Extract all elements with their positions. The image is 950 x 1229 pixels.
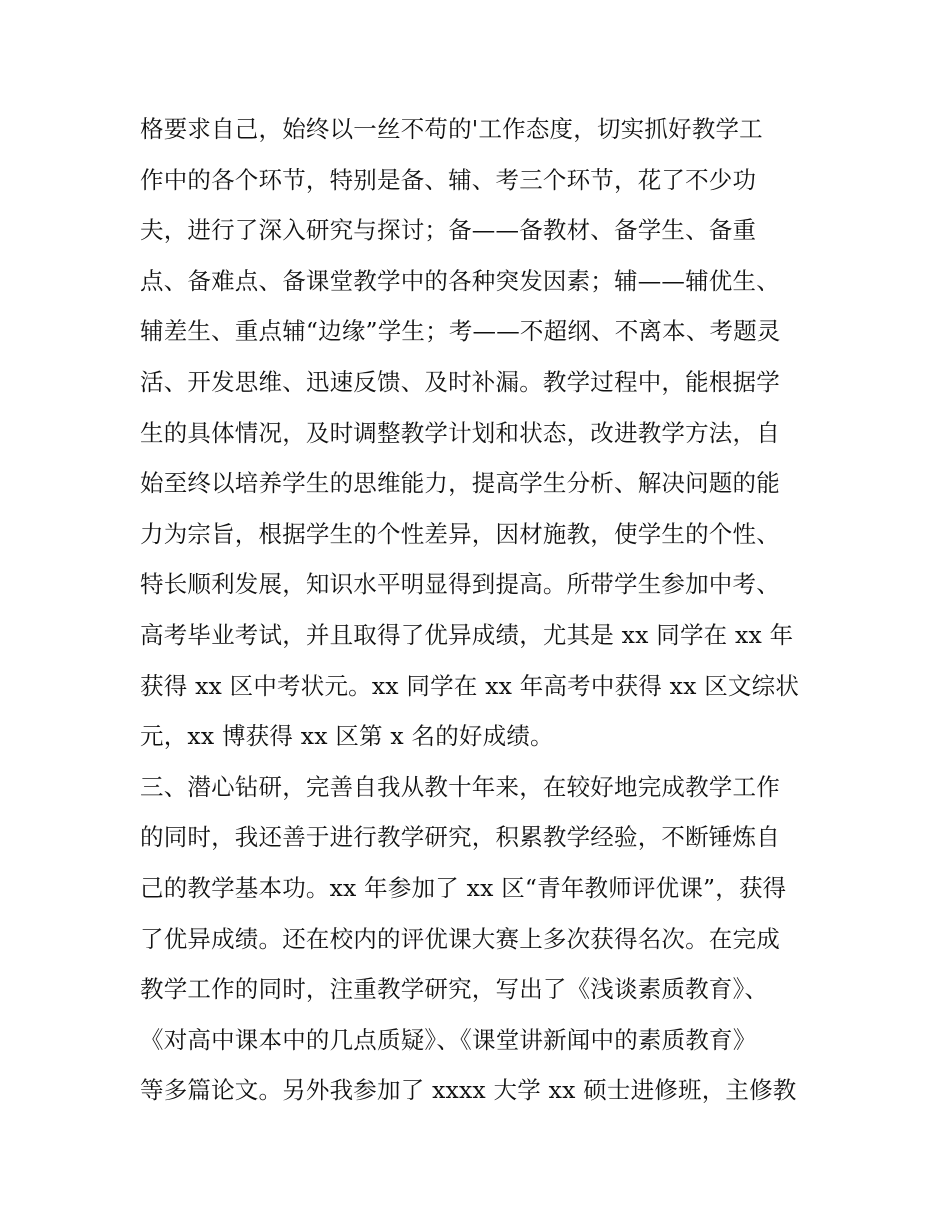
text-line: 夫，进行了深入研究与探讨；备——备教材、备学生、备重 [140, 216, 757, 245]
text-line: 《对高中课本中的几点质疑》、《课堂讲新闻中的素质教育》 [140, 1025, 757, 1054]
text-line: 力为宗旨，根据学生的个性差异，因材施教，使学生的个性、 [140, 519, 780, 548]
text-line: 了优异成绩。还在校内的评优课大赛上多次获得名次。在完成 [140, 924, 780, 953]
text-line: 教学工作的同时，注重教学研究，写出了《浅谈素质教育》、 [140, 975, 769, 1004]
text-line: 的同时，我还善于进行教学研究，积累教学经验，不断锤炼自 [140, 823, 780, 852]
text-line: 作中的各个环节，特别是备、辅、考三个环节，花了不少功 [140, 165, 757, 194]
text-line: 获得 xx 区中考状元。xx 同学在 xx 年高考中获得 xx 区文综状 [140, 671, 800, 700]
text-line: 己的教学基本功。xx 年参加了 xx 区“青年教师评优课”，获得 [140, 873, 787, 902]
body-text [140, 104, 830, 1116]
text-line: 生的具体情况，及时调整教学计划和状态，改进教学方法，自 [140, 418, 780, 447]
text-line: 特长顺利发展，知识水平明显得到提高。所带学生参加中考、 [140, 570, 780, 599]
text-line: 等多篇论文。另外我参加了 xxxx 大学 xx 硕士进修班，主修教 [140, 1076, 797, 1105]
text-line: 三、潜心钻研，完善自我从教十年来，在较好地完成教学工作 [140, 772, 780, 801]
text-line: 元，xx 博获得 xx 区第 x 名的好成绩。 [140, 722, 554, 751]
text-line: 活、开发思维、迅速反馈、及时补漏。教学过程中，能根据学 [140, 367, 780, 396]
text-line: 高考毕业考试，并且取得了优异成绩，尤其是 xx 同学在 xx 年 [140, 620, 794, 649]
text-line: 辅差生、重点辅“边缘”学生；考——不超纲、不离本、考题灵 [140, 317, 781, 346]
text-line: 始至终以培养学生的思维能力，提高学生分析、解决问题的能 [140, 469, 780, 498]
text-line: 格要求自己，始终以一丝不苟的'工作态度，切实抓好教学工 [140, 115, 763, 143]
text-line: 点、备难点、备课堂教学中的各种突发因素；辅——辅优生、 [140, 266, 780, 295]
